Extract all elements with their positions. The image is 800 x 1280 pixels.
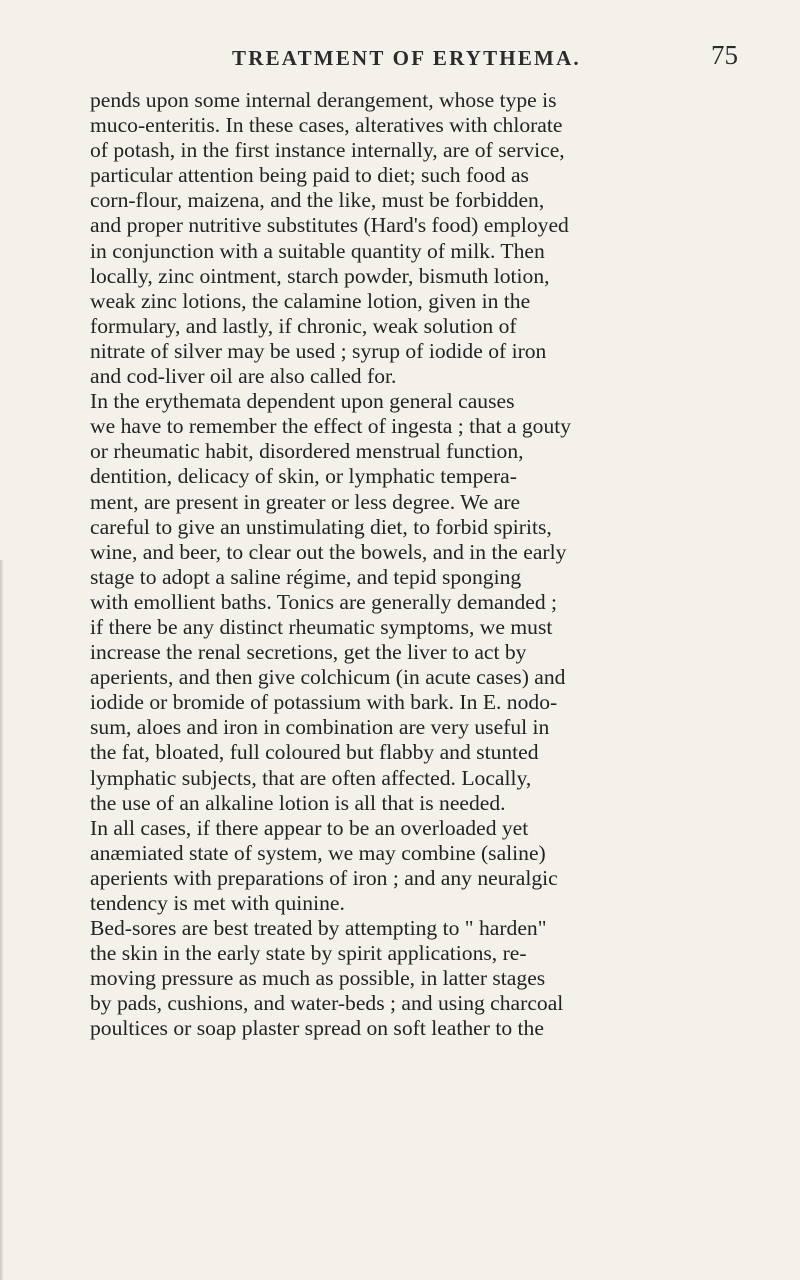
paragraph-4: Bed-sores are best treated by attempting to " harden" the skin in the early state by spirit applications, re- moving pressure as much as possible, in latter stages by pads, cushions, and water-beds ; and using charcoal poultices or soap plaster spread on soft leather to the xyxy=(90,916,564,1041)
running-title: TREATMENT OF ERYTHEMA. xyxy=(232,46,581,70)
paragraph-1: pends upon some internal derangement, whose type is muco-enteritis. In these cases, alteratives with chlorate of potash, in the first instance internally, are of service, particular attention being paid to diet; such food as corn-flour, maizena, and the like, must be forbidden, and proper nutritive substitutes (Hard's food) employed in conjunction with a suitable quantity of milk. Then locally, zinc ointment, starch powder, bismuth lotion, weak zinc lotions, the calamine lotion, given in the formulary, and lastly, if chronic, weak solution of nitrate of silver may be used ; syrup of iodide of iron and cod-liver oil are also called for. xyxy=(90,88,569,389)
body-text xyxy=(90,88,740,1042)
paragraph-3: In all cases, if there appear to be an overloaded yet anæmiated state of system, we may combine (saline) aperients with preparations of iron ; and any neuralgic tendency is met with quinine. xyxy=(90,815,558,915)
page-edge-shadow xyxy=(0,560,4,1280)
paragraph-2: In the erythemata dependent upon general causes we have to remember the effect of ingesta ; that a gouty or rheumatic habit, disordered menstrual function, dentition, delicacy of skin, or lymphatic tempera- ment, are present in greater or less degree. We are careful to give an unstimulating diet, to forbid spirits, wine, and beer, to clear out the bowels, and in the early stage to adopt a saline régime, and tepid sponging with emollient baths. Tonics are generally demanded ; if there be any distinct rheumatic symptoms, we must increase the renal secretions, get the liver to act by aperients, and then give colchicum (in acute cases) and iodide or bromide of potassium with bark. In E. nodo- sum, aloes and iron in combination are very useful in the fat, bloated, full coloured but flabby and stunted lymphatic subjects, that are often affected. Locally, the use of an alkaline lotion is all that is needed. xyxy=(90,389,572,815)
page-number: 75 xyxy=(711,40,738,70)
